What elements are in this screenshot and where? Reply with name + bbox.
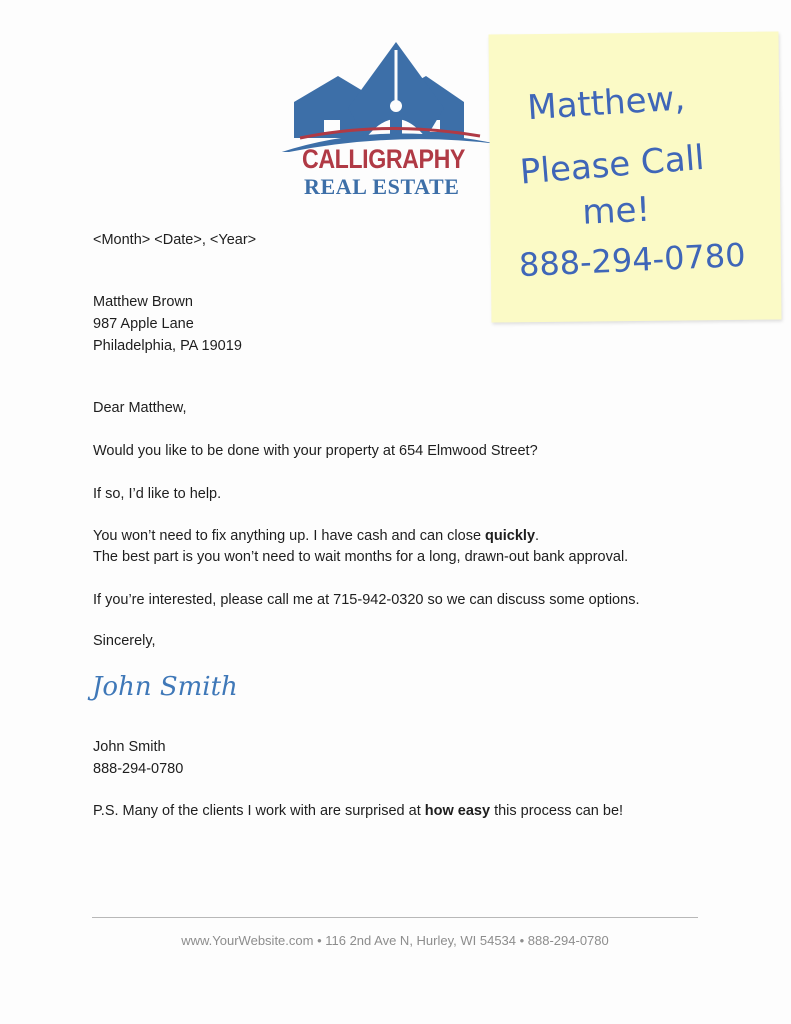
- greeting: Dear Matthew,: [93, 400, 187, 416]
- postscript-bold: how easy: [424, 803, 491, 819]
- footer-contact: www.YourWebsite.com • 116 2nd Ave N, Hurley, WI 54534 • 888-294-0780: [181, 933, 609, 948]
- logo-text-calligraphy: CALLIGRAPHY: [302, 144, 465, 174]
- houses-pen-icon: [266, 40, 498, 152]
- paragraph-3-bold: quickly: [485, 528, 536, 544]
- letter-date: <Month> <Date>, <Year>: [93, 232, 257, 248]
- paragraph-3-line-2: The best part is you won’t need to wait months for a long, drawn-out bank approval.: [93, 549, 629, 565]
- recipient-city: Philadelphia, PA 19019: [93, 338, 242, 354]
- sender-name: John Smith: [93, 739, 166, 755]
- paragraph-1: Would you like to be done with your property at 654 Elmwood Street?: [93, 443, 538, 459]
- sticky-line-2: Please Call: [518, 137, 706, 193]
- postscript: [93, 800, 623, 822]
- sticky-note: [489, 31, 782, 322]
- handwritten-signature: John Smith: [92, 672, 238, 702]
- footer-divider: [92, 917, 698, 918]
- recipient-name: Matthew Brown: [93, 294, 193, 310]
- sticky-line-1: Matthew,: [526, 78, 687, 129]
- recipient-street: 987 Apple Lane: [93, 316, 194, 332]
- postscript-text: P.S. Many of the clients I work with are surprised at: [93, 803, 425, 819]
- paragraph-3-text: You won’t need to fix anything up. I have cash and can close: [93, 528, 486, 544]
- sticky-line-4: 888-294-0780: [518, 235, 747, 285]
- paragraph-3-line-1: [93, 525, 539, 547]
- paragraph-3-end: .: [535, 528, 540, 544]
- company-logo: [266, 40, 498, 200]
- logo-text-real-estate: REAL ESTATE: [304, 174, 460, 199]
- sender-phone: 888-294-0780: [93, 761, 184, 777]
- postscript-end: this process can be!: [490, 803, 624, 819]
- closing: Sincerely,: [93, 633, 156, 649]
- paragraph-4: If you’re interested, please call me at 715-942-0320 so we can discuss some options.: [93, 592, 640, 608]
- paragraph-2: If so, I’d like to help.: [93, 486, 222, 502]
- sticky-line-3: me!: [581, 189, 651, 233]
